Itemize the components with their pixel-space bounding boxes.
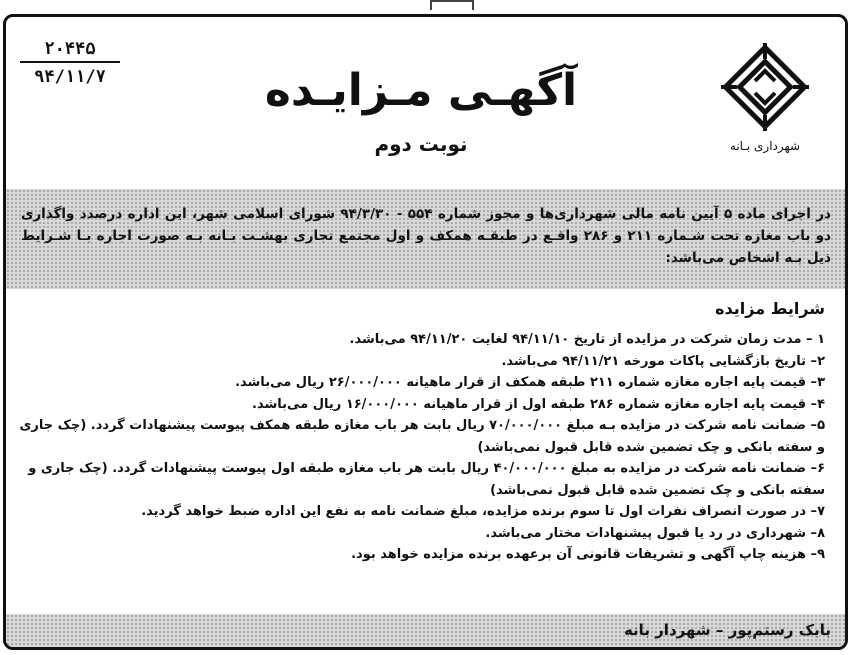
top-tab: [430, 0, 474, 10]
condition-item: ۷– در صورت انصراف نفرات اول تا سوم برنده مزایده، مبلغ ضمانت نامه به نفع این اداره ضبط خواهد گردید.: [141, 504, 825, 519]
notice-frame: [3, 14, 848, 650]
conditions-list: [15, 329, 825, 566]
notice-title: آگهـی مـزایـده: [264, 65, 578, 116]
logo-emblem-icon: [715, 37, 815, 137]
condition-item: ۳– قیمت پایه اجاره مغازه شماره ۲۱۱ طبقه همکف از قرار ماهیانه ۲۶/۰۰۰/۰۰۰ ریال می‌باشد.: [235, 375, 825, 390]
condition-item: ۲– تاریخ بازگشایی پاکات مورخه ۹۴/۱۱/۲۱ می‌باشد.: [501, 353, 825, 369]
notice-subtitle: نوبت دوم: [374, 132, 468, 156]
reference-block: [20, 39, 120, 87]
conditions-title: شرایط مزایده: [715, 299, 825, 318]
condition-item: ۹– هزینه چاپ آگهی و تشریفات قانونی آن برعهده برنده مزایده خواهد بود.: [351, 547, 825, 562]
intro-paragraph: در اجرای ماده ۵ آیین نامه مالی شهرداری‌ها و مجوز شماره ۵۵۴ - ۹۴/۳/۳۰ شورای اسلامی شهر، این اداره درصدد واگذاری دو باب مغازه تحت شـماره ۲۱۱ و ۲۸۶ واقـع در طبقـه همکف و اول مجتمع تجاری بهشـت بـانه بـه صورت اجاره بـا شـرایط ذیل بـه اشخاص می‌باشد:: [21, 206, 831, 266]
condition-item: ۱ – مدت زمان شرکت در مزایده از تاریخ ۹۴/۱۱/۱۰ لغایت ۹۴/۱۱/۲۰ می‌باشد.: [349, 332, 825, 347]
condition-item: ۴– قیمت پایه اجاره مغازه شماره ۲۸۶ طبقه اول از قرار ماهیانه ۱۶/۰۰۰/۰۰۰ ریال می‌باشد.: [252, 396, 825, 412]
condition-item: ۸– شهرداری در رد یا قبول پیشنهادات مختار می‌باشد.: [485, 525, 825, 541]
signature: بابک رستم‌پور – شهردار بانه: [623, 621, 831, 639]
logo-caption: شهرداری بـانه: [729, 139, 801, 153]
condition-item: ۶– ضمانت نامه شرکت در مزایده به مبلغ ۴۰/۰۰۰/۰۰۰ ریال بابت هر باب مغازه طبقه اول پیوست پیشنهادات گردد. (چک جاری و سفته بانکی و چک تضمین شده قابل قبول نمی‌باشد): [28, 461, 825, 498]
reference-number: ۲۰۴۴۵: [20, 39, 120, 63]
notice-header: [6, 17, 845, 187]
intro-band: [6, 189, 845, 289]
condition-item: ۵– ضمانت نامه شرکت در مزایده بـه مبلغ ۷۰/۰۰۰/۰۰۰ ریال بابت هر باب مغازه طبقه همکف پیوست پیشنهادات گردد. (چک جاری و سفته بانکی و چک تضمین شده قابل قبول نمی‌باشد): [19, 418, 825, 455]
reference-date: ۹۴/۱۱/۷: [34, 67, 106, 87]
footer-band: [6, 614, 845, 650]
municipality-logo: [705, 37, 825, 177]
